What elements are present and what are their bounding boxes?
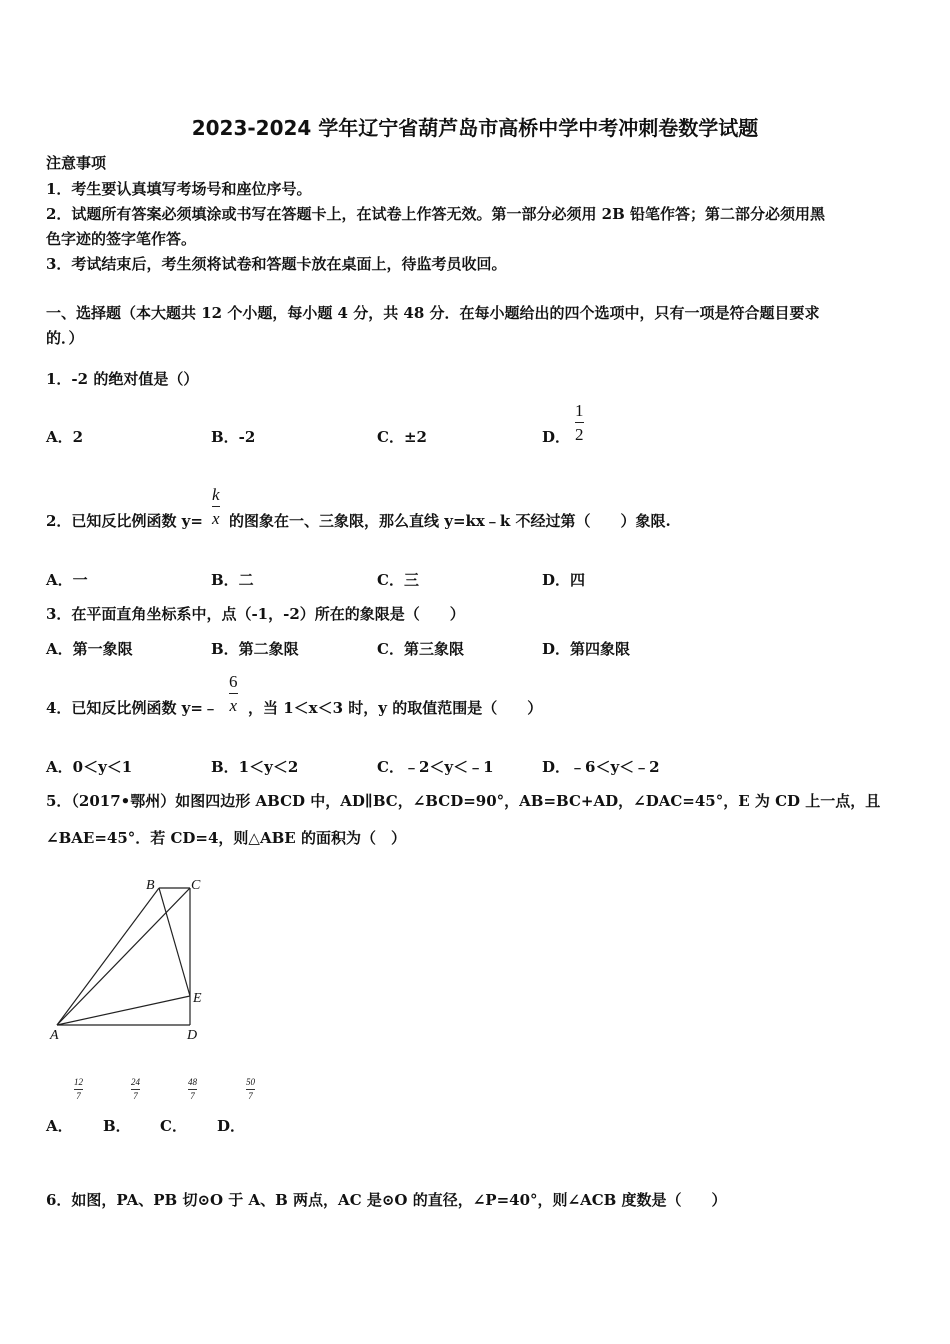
option-b: B．第二象限 [211,640,299,658]
fraction-numerator: 48 [188,1077,197,1087]
option-d: D．第四象限 [542,640,631,658]
question-1-stem: 1．-2 的绝对值是（） [46,370,199,388]
option-d: D．四 [542,571,586,589]
question-2-stem: 2．已知反比例函数 y= [46,512,203,530]
question-5-stem: 5．（2017•鄂州）如图四边形 ABCD 中，AD∥BC，∠BCD=90°，AB=BC+AD，∠DAC=45°，E 为 CD 上一点，且 [46,792,881,810]
page-title: 2023-2024 学年辽宁省葫芦岛市高桥中学中考冲刺卷数学试题 [191,116,759,140]
question-3-stem: 3．在平面直角坐标系中，点（-1，-2）所在的象限是（ ） [46,605,465,623]
fraction-denominator: 7 [133,1091,138,1101]
option-a: A． [46,1117,73,1135]
fraction-bar [188,1089,197,1090]
option-b: B．1＜y＜2 [211,758,299,776]
option-b-fraction [131,1078,140,1101]
section-heading: 一、选择题（本大题共 12 个小题，每小题 4 分，共 48 分．在每小题给出的四个选项中，只有一项是符合题目要求 [46,304,820,322]
fraction-bar [246,1089,255,1090]
option-a: A．0＜y＜1 [46,758,133,776]
fraction-6-over-x [229,673,238,714]
option-d: D． [542,428,571,446]
label-c: C [191,878,201,893]
option-b: B．二 [211,571,254,589]
option-b: B．-2 [211,428,256,446]
option-c: C．﹣2＜y＜﹣1 [377,758,494,776]
fraction-numerator: 50 [246,1077,255,1087]
option-a-fraction [74,1078,83,1101]
quadrilateral-figure [40,868,230,1053]
option-c: C． [160,1117,187,1135]
label-a: A [50,1028,59,1043]
fraction-bar [229,693,238,694]
label-e: E [193,991,202,1006]
option-d: D．﹣6＜y＜﹣2 [542,758,660,776]
question-6-stem: 6．如图，PA、PB 切⊙O 于 A、B 两点，AC 是⊙O 的直径，∠P=40°，则∠ACB 度数是（ ） [46,1191,727,1209]
section-heading-cont: 的．） [46,329,84,347]
label-d: D [187,1028,198,1043]
fraction-bar [212,506,220,507]
fraction-numerator: 24 [131,1077,140,1087]
fraction-k-over-x [212,486,220,527]
fraction-numerator: 6 [229,672,238,691]
option-c: C．±2 [377,428,427,446]
option-d-fraction [246,1078,255,1101]
fraction-numerator: 12 [74,1077,83,1087]
fraction-denominator: x [212,509,220,528]
question-2-stem-cont: 的图象在一、三象限，那么直线 y=kx﹣k 不经过第（ ）象限. [229,512,671,530]
option-c: C．三 [377,571,419,589]
option-a: A．一 [46,571,88,589]
option-a: A．2 [46,428,84,446]
option-c-fraction [188,1078,197,1101]
question-4-stem-cont: ，当 1＜x＜3 时，y 的取值范围是（ ） [248,699,543,717]
fraction-bar [131,1089,140,1090]
fraction-denominator: x [229,696,238,715]
notice-item: 3．考试结束后，考生须将试卷和答题卡放在桌面上，待监考员收回。 [46,255,507,273]
notice-item: 色字迹的签字笔作答。 [46,230,197,248]
fraction-denominator: 2 [575,425,584,444]
question-5-stem-cont: ∠BAE=45°．若 CD=4，则△ABE 的面积为（ ） [46,829,406,847]
label-b: B [146,878,155,893]
fraction-numerator: 1 [575,401,584,420]
option-c: C．第三象限 [377,640,464,658]
fraction-bar [74,1089,83,1090]
fraction-denominator: 7 [248,1091,253,1101]
fraction-denominator: 7 [190,1091,195,1101]
option-b: B． [103,1117,131,1135]
notice-item: 2．试题所有答案必须填涂或书写在答题卡上，在试卷上作答无效。第一部分必须用 2B 铅笔作答；第二部分必须用黑 [46,205,826,223]
notice-item: 1．考生要认真填写考场号和座位序号。 [46,180,312,198]
fraction-denominator: 7 [76,1091,81,1101]
fraction-one-half [575,402,584,443]
option-a: A．第一象限 [46,640,133,658]
question-4-stem: 4．已知反比例函数 y=﹣ [46,699,218,717]
notice-heading: 注意事项 [46,154,107,172]
fraction-numerator: k [212,485,220,504]
option-d: D． [217,1117,246,1135]
fraction-bar [575,422,584,423]
